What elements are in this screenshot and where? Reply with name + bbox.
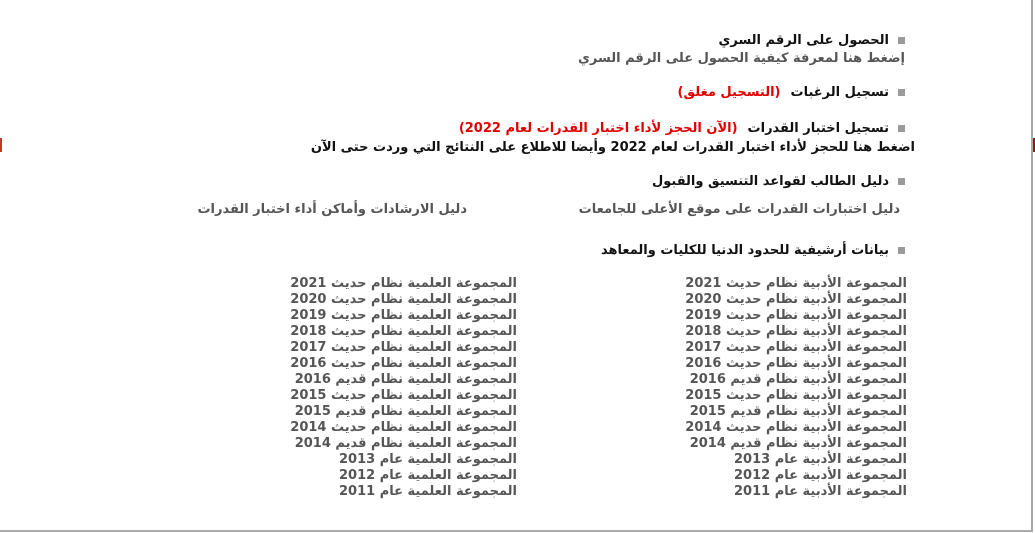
pin-title: الحصول على الرقم السري — [718, 33, 889, 48]
bullet-square-icon — [898, 247, 905, 254]
archive-link-literary[interactable]: المجموعة الأدبية نظام قديم 2015 — [689, 404, 907, 419]
archive-link-literary[interactable]: المجموعة الأدبية نظام حديث 2018 — [685, 324, 907, 339]
archive-link-scientific[interactable]: المجموعة العلمية نظام حديث 2021 — [290, 276, 517, 291]
literary-archive-list — [685, 276, 907, 500]
archive-link-scientific[interactable]: المجموعة العلمية عام 2011 — [339, 484, 517, 499]
archive-link-scientific[interactable]: المجموعة العلمية نظام حديث 2019 — [290, 308, 517, 323]
aptitude-booking-link[interactable]: اضغط هنا للحجز لأداء اختبار القدرات لعام 2022 وأيضا للاطلاع على النتائج التي وردت حتى الآن — [310, 140, 915, 155]
guide-aptitude-tests-link[interactable]: دليل اختبارات القدرات على موقع الأعلى للجامعات — [578, 202, 900, 217]
archive-link-literary[interactable]: المجموعة الأدبية نظام قديم 2016 — [689, 372, 907, 387]
archive-link-scientific[interactable]: المجموعة العلمية نظام قديم 2016 — [294, 372, 517, 387]
archive-link-scientific[interactable]: المجموعة العلمية نظام قديم 2015 — [294, 404, 517, 419]
archive-link-literary[interactable]: المجموعة الأدبية نظام قديم 2014 — [689, 436, 907, 451]
guide-instructions-link[interactable]: دليل الارشادات وأماكن أداء اختبار القدرات — [197, 202, 467, 217]
archive-link-literary[interactable]: المجموعة الأدبية عام 2013 — [734, 452, 907, 467]
archive-link-literary[interactable]: المجموعة الأدبية عام 2012 — [734, 468, 907, 483]
bullet-square-icon — [898, 125, 905, 132]
archive-link-literary[interactable]: المجموعة الأدبية نظام حديث 2014 — [685, 420, 907, 435]
archive-link-scientific[interactable]: المجموعة العلمية عام 2012 — [339, 468, 517, 483]
archive-link-scientific[interactable]: المجموعة العلمية نظام حديث 2017 — [290, 340, 517, 355]
archive-link-literary[interactable]: المجموعة الأدبية نظام حديث 2020 — [685, 292, 907, 307]
bullet-square-icon — [898, 89, 905, 96]
archive-title: بيانات أرشيفية للحدود الدنيا للكليات والمعاهد — [600, 243, 889, 258]
archive-link-scientific[interactable]: المجموعة العلمية عام 2013 — [339, 452, 517, 467]
archive-link-scientific[interactable]: المجموعة العلمية نظام حديث 2015 — [290, 388, 517, 403]
aptitude-status: (الآن الحجز لأداء اختبار القدرات لعام 2022) — [458, 121, 738, 136]
archive-link-literary[interactable]: المجموعة الأدبية نظام حديث 2021 — [685, 276, 907, 291]
archive-link-scientific[interactable]: المجموعة العلمية نظام قديم 2014 — [294, 436, 517, 451]
pin-section-heading — [718, 33, 905, 48]
bullet-square-icon — [898, 178, 905, 185]
archive-link-scientific[interactable]: المجموعة العلمية نظام حديث 2018 — [290, 324, 517, 339]
wishes-title: تسجيل الرغبات — [790, 85, 889, 100]
bullet-square-icon — [898, 37, 905, 44]
archive-section-heading — [601, 243, 905, 258]
wishes-status: (التسجيل مغلق) — [677, 85, 781, 100]
archive-link-literary[interactable]: المجموعة الأدبية عام 2011 — [734, 484, 907, 499]
pin-help-link[interactable]: إضغط هنا لمعرفة كيفية الحصول على الرقم السري — [578, 51, 905, 66]
archive-link-scientific[interactable]: المجموعة العلمية نظام حديث 2014 — [290, 420, 517, 435]
archive-link-literary[interactable]: المجموعة الأدبية نظام حديث 2017 — [685, 340, 907, 355]
archive-link-literary[interactable]: المجموعة الأدبية نظام حديث 2016 — [685, 356, 907, 371]
archive-link-literary[interactable]: المجموعة الأدبية نظام حديث 2015 — [685, 388, 907, 403]
left-edge-mark — [0, 138, 2, 152]
archive-link-literary[interactable]: المجموعة الأدبية نظام حديث 2019 — [685, 308, 907, 323]
archive-link-scientific[interactable]: المجموعة العلمية نظام حديث 2016 — [290, 356, 517, 371]
aptitude-title: تسجيل اختبار القدرات — [747, 121, 889, 136]
scientific-archive-list — [290, 276, 517, 500]
guide-title: دليل الطالب لقواعد التنسيق والقبول — [651, 174, 889, 189]
aptitude-section-heading — [459, 121, 905, 136]
archive-link-scientific[interactable]: المجموعة العلمية نظام حديث 2020 — [290, 292, 517, 307]
guide-section-heading — [652, 174, 905, 189]
wishes-section-heading — [678, 85, 905, 100]
